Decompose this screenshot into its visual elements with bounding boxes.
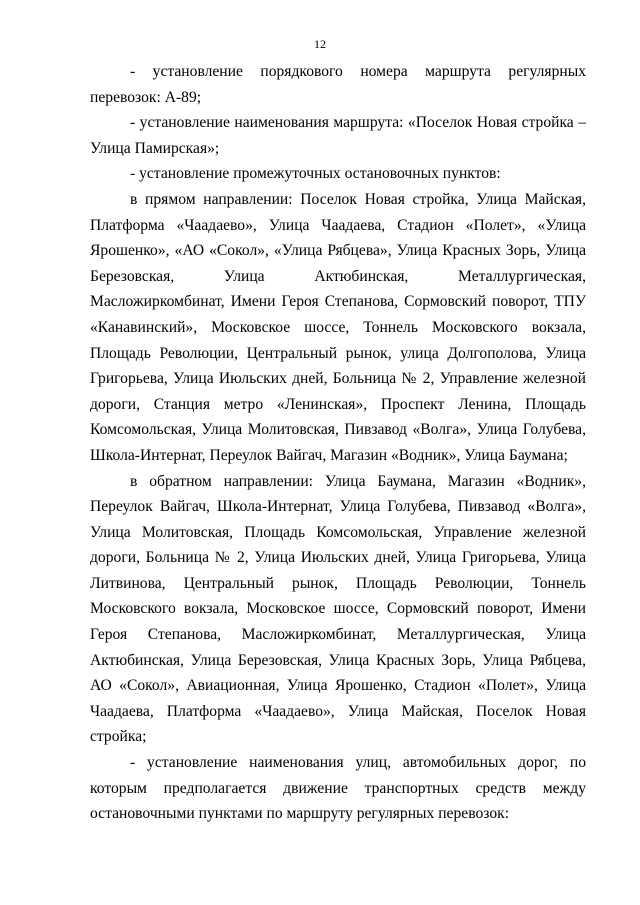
paragraph-street-names: - установление наименования улиц, автомобильных дорог, по которым предполагается движение транспортных средств между остановочными пунктами по маршруту регулярных перевозок: <box>90 754 586 823</box>
page-number: 12 <box>314 37 326 51</box>
paragraph-reverse-direction: в обратном направлении: Улица Баумана, Магазин «Водник», Переулок Вайгач, Школа-Интернат, Улица Голубева, Пивзавод «Волга», Улица Молитовская, Площадь Комсомольская, Управление железной дороги, Больница № 2, Улица Июльских дней, Улица Григорьева, Улица Литвинова, Центральный рынок, Площадь Революции, Тоннель Московского вокзала, Московское шоссе, Сормовский поворот, Имени Героя Степанова, Масложиркомбинат, Металлургическая, Улица Актюбинская, Улица Березовская, Улица Красных Зорь, Улица Рябцева, АО «Сокол», Авиационная, Улица Ярошенко, Стадион «Полет», Улица Чаадаева, Платформа «Чаадаево», Улица Майская, Поселок Новая стройка; <box>90 472 586 746</box>
paragraph-route-name: - установление наименования маршрута: «Поселок Новая стройка – Улица Памирская»; <box>90 114 586 157</box>
document-body <box>90 59 586 827</box>
paragraph-forward-direction: в прямом направлении: Поселок Новая стройка, Улица Майская, Платформа «Чаадаево», Улица Чаадаева, Стадион «Полет», «Улица Ярошенко», «АО «Сокол», «Улица Рябцева», Улица Красных Зорь, Улица Березовская, Улица Актюбинская, Металлургическая, Масложиркомбинат, Имени Героя Степанова, Сормовский поворот, ТПУ «Канавинский», Московское шоссе, Тоннель Московского вокзала, Площадь Революции, Центральный рынок, улица Долгополова, Улица Григорьева, Улица Июльских дней, Больница № 2, Управление железной дороги, Станция метро «Ленинская», Проспект Ленина, Площадь Комсомольская, Улица Молитовская, Пивзавод «Волга», Улица Голубева, Школа-Интернат, Переулок Вайгач, Магазин «Водник», Улица Баумана; <box>90 190 586 464</box>
paragraph-route-number: - установление порядкового номера маршрута регулярных перевозок: А-89; <box>90 63 586 106</box>
paragraph-intermediate-stops: - установление промежуточных остановочных пунктов: <box>130 165 501 183</box>
